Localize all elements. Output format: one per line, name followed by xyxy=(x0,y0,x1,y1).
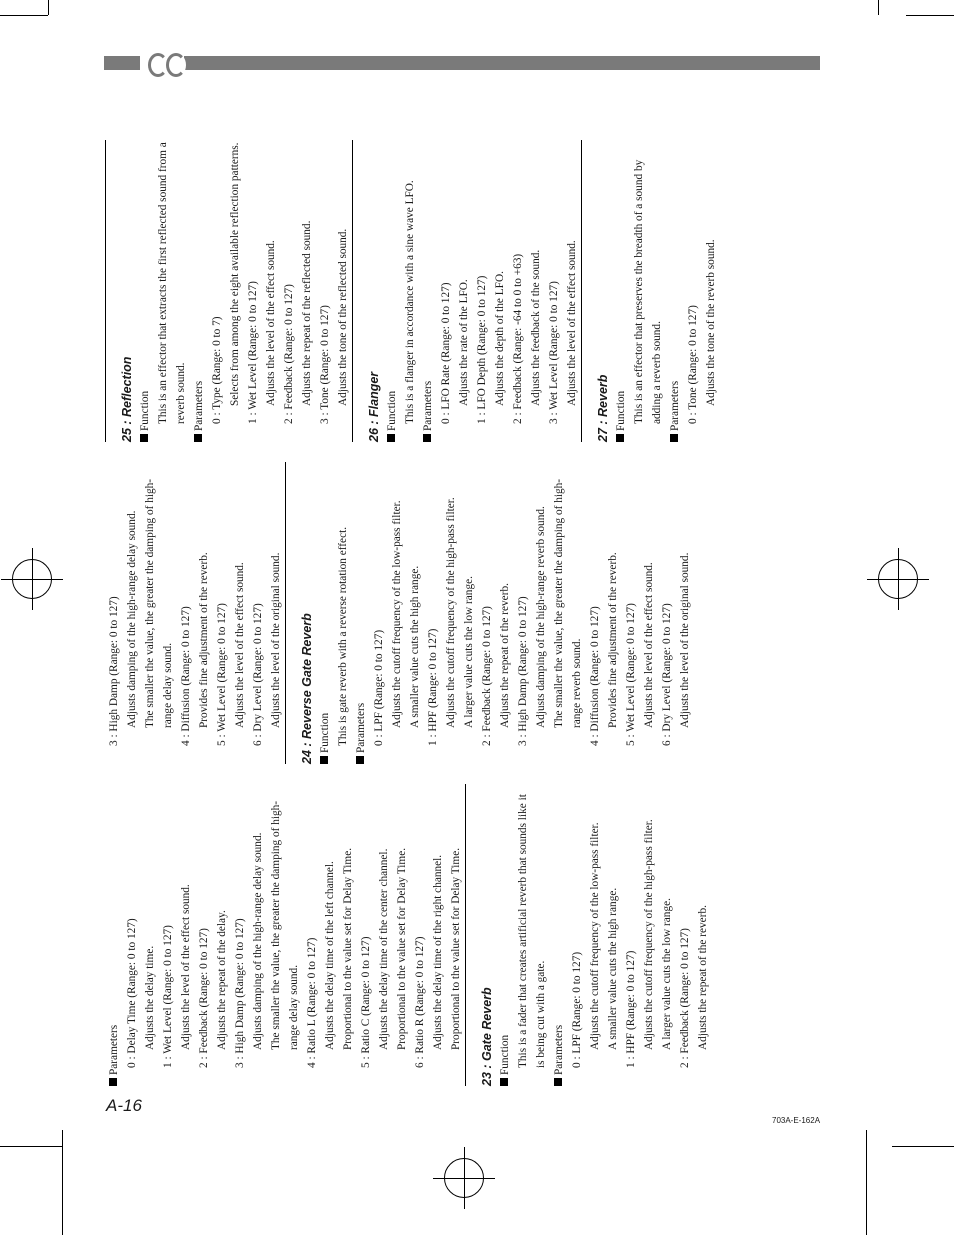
registration-mark xyxy=(12,559,52,599)
param-item: 6 : Dry Level (Range: 0 to 127) Adjusts the level of the original sound. xyxy=(661,552,691,746)
column-1 xyxy=(105,784,825,1086)
section-title: 24 : Reverse Gate Reverb xyxy=(285,462,316,764)
subhead-parameters: Parameters xyxy=(419,140,437,442)
param-item: 5 : Ratio C (Range: 0 to 127) Adjusts the delay time of the center channel. Proportional to the value set for Delay Time. xyxy=(360,847,408,1068)
param-item: 3 : Tone (Range: 0 to 127) Adjusts the tone of the reflected sound. xyxy=(319,228,349,424)
subhead-function: Function xyxy=(383,140,401,442)
column-2 xyxy=(105,462,825,764)
param-item: 2 : Feedback (Range: 0 to 127) Adjusts the repeat of the reflected sound. xyxy=(283,220,313,424)
subhead-function: Function xyxy=(316,462,334,764)
param-item: 0 : Type (Range: 0 to 7) Selects from among the eight available reflection patterns. xyxy=(211,142,241,424)
crop-mark xyxy=(866,1130,867,1235)
param-item: 1 : HPF (Range: 0 to 127) Adjusts the cutoff frequency of the high-pass filter. A larger value cuts the low range. xyxy=(625,819,673,1068)
section-title: 23 : Gate Reverb xyxy=(465,784,496,1086)
param-item: 6 : Ratio R (Range: 0 to 127) Adjusts the delay time of the right channel. Proportional to the value set for Delay Time. xyxy=(414,847,462,1068)
crop-mark xyxy=(48,0,49,15)
subhead-function: Function xyxy=(496,784,514,1086)
param-item: 1 : Wet Level (Range: 0 to 127) Adjusts the level of the effect sound. xyxy=(162,884,192,1068)
param-item: 0 : LPF (Range: 0 to 127) Adjusts the cutoff frequency of the low-pass filter. A smaller value cuts the high range. xyxy=(373,500,421,746)
param-item: 4 : Diffusion (Range: 0 to 127) Provides fine adjustment of the reverb. xyxy=(589,552,619,746)
crop-mark xyxy=(906,15,954,16)
function-text: This is an effector that extracts the first reflected sound from a reverb sound. xyxy=(157,142,187,424)
param-item: 3 : High Damp (Range: 0 to 127) Adjusts damping of the high-range delay sound. The smaller the value, the greater the damping of high-range delay sound. xyxy=(234,800,300,1068)
param-item: 5 : Wet Level (Range: 0 to 127) Adjusts the level of the effect sound. xyxy=(625,562,655,746)
header-ornament xyxy=(166,53,186,77)
function-text: This is a flanger in accordance with a sine wave LFO. xyxy=(404,180,416,424)
param-list xyxy=(123,784,465,1086)
param-item: 0 : Tone (Range: 0 to 127) Adjusts the tone of the reverb sound. xyxy=(687,239,717,424)
section-title: 27 : Reverb xyxy=(581,140,612,442)
param-item: 0 : Delay Time (Range: 0 to 127) Adjusts the delay time. xyxy=(126,918,156,1068)
section-title: 26 : Flanger xyxy=(352,140,383,442)
crop-mark xyxy=(878,0,879,15)
param-item: 2 : Feedback (Range: 0 to 127) Adjusts the repeat of the reverb. xyxy=(481,583,511,746)
subhead-parameters: Parameters xyxy=(550,784,568,1086)
function-text: This is gate reverb with a reverse rotation effect. xyxy=(337,526,349,746)
param-item: 3 : High Damp (Range: 0 to 127) Adjusts damping of the high-range reverb sound. The smaller the value, the greater the damping of high-range reverb sound. xyxy=(517,478,583,746)
subhead-parameters: Parameters xyxy=(666,140,684,442)
param-item: 4 : Diffusion (Range: 0 to 127) Provides fine adjustment of the reverb. xyxy=(180,552,210,746)
subhead-parameters: Parameters xyxy=(105,784,123,1086)
param-item: 3 : High Damp (Range: 0 to 127) Adjusts damping of the high-range delay sound. The smaller the value, the greater the damping of high-range delay sound. xyxy=(108,478,174,746)
function-text: This is a fader that creates artificial reverb that sounds like it is being cut with a gate. xyxy=(517,794,547,1068)
subhead-function: Function xyxy=(612,140,630,442)
param-item: 2 : Feedback (Range: 0 to 127) Adjusts the repeat of the delay. xyxy=(198,910,228,1068)
param-item: 3 : Wet Level (Range: 0 to 127) Adjusts the level of the effect sound. xyxy=(548,240,578,424)
document-code: 703A-E-162A xyxy=(772,1116,821,1125)
param-item: 2 : Feedback (Range: -64 to 0 to +63) Adjusts the feedback of the sound. xyxy=(512,249,542,424)
param-item: 1 : HPF (Range: 0 to 127) Adjusts the cutoff frequency of the high-pass filter. A larger value cuts the low range. xyxy=(427,497,475,746)
param-item: 6 : Dry Level (Range: 0 to 127) Adjusts the level of the original sound. xyxy=(252,552,282,746)
crop-mark xyxy=(892,1146,954,1147)
column-3 xyxy=(105,140,825,442)
param-item: 2 : Feedback (Range: 0 to 127) Adjusts the repeat of the reverb. xyxy=(679,905,709,1068)
subhead-parameters: Parameters xyxy=(190,140,208,442)
param-item: 5 : Wet Level (Range: 0 to 127) Adjusts the level of the effect sound. xyxy=(216,562,246,746)
section-title: 25 : Reflection xyxy=(105,140,136,442)
subhead-parameters: Parameters xyxy=(352,462,370,764)
page-number: A-16 xyxy=(106,1096,142,1115)
param-item: 0 : LPF (Range: 0 to 127) Adjusts the cutoff frequency of the low-pass filter. A smaller value cuts the high range. xyxy=(571,822,619,1068)
header-bar xyxy=(104,56,820,70)
header-ornament xyxy=(148,53,168,77)
crop-mark xyxy=(0,1146,62,1147)
param-item: 4 : Ratio L (Range: 0 to 127) Adjusts the delay time of the left channel. Proportional to the value set for Delay Time. xyxy=(306,847,354,1068)
function-text: This is an effector that preserves the breadth of a sound by adding a reverb sound. xyxy=(633,159,663,424)
param-item: 1 : Wet Level (Range: 0 to 127) Adjusts the level of the effect sound. xyxy=(247,240,277,424)
rotated-content xyxy=(105,136,825,1086)
crop-mark xyxy=(62,1130,63,1235)
registration-mark xyxy=(878,559,918,599)
registration-mark xyxy=(444,1158,484,1198)
param-item: 1 : LFO Depth (Range: 0 to 127) Adjusts the depth of the LFO. xyxy=(476,271,506,424)
param-item: 0 : LFO Rate (Range: 0 to 127) Adjusts the rate of the LFO. xyxy=(440,279,470,424)
subhead-function: Function xyxy=(136,140,154,442)
crop-mark xyxy=(0,15,48,16)
